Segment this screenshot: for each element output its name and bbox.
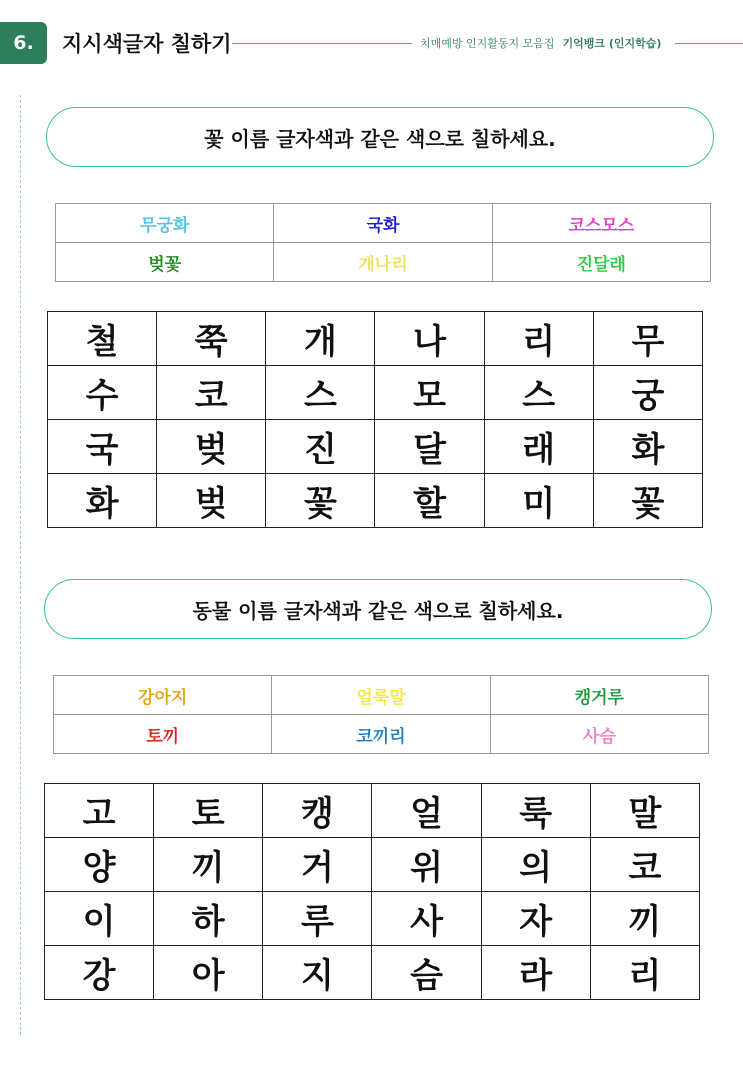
grid-row [48,474,703,528]
letter-cell[interactable]: 할 [375,474,484,528]
letter-cell[interactable]: 라 [481,946,590,1000]
letter-cell[interactable]: 자 [481,892,590,946]
letter-cell[interactable]: 코 [590,838,699,892]
letter-cell[interactable]: 끼 [154,838,263,892]
header-rule-left [232,43,412,44]
legend-item: 개나리 [274,243,492,282]
legend-row [56,204,711,243]
letter-cell[interactable]: 궁 [593,366,702,420]
grid-row [45,892,700,946]
letter-cell[interactable]: 스 [484,366,593,420]
legend-item: 사슴 [490,715,708,754]
letter-cell[interactable]: 달 [375,420,484,474]
letter-cell[interactable]: 슴 [372,946,481,1000]
legend-item: 강아지 [54,676,272,715]
grid-row [48,420,703,474]
letter-cell[interactable]: 얼 [372,784,481,838]
letter-cell[interactable]: 말 [590,784,699,838]
grid-row [48,366,703,420]
letter-cell[interactable]: 고 [45,784,154,838]
letter-cell[interactable]: 미 [484,474,593,528]
book-name: 기억뱅크 (인지학습) [562,37,662,50]
legend-item: 코끼리 [272,715,490,754]
grid-row [45,784,700,838]
letter-cell[interactable]: 리 [484,312,593,366]
letter-cell[interactable]: 지 [263,946,372,1000]
letter-cell[interactable]: 룩 [481,784,590,838]
binding-dotted-line [20,95,21,1035]
legend-item: 진달래 [492,243,710,282]
letter-cell[interactable]: 개 [266,312,375,366]
page-title: 지시색글자 칠하기 [62,32,232,56]
header-rule-right [675,43,743,44]
legend-item: 코스모스 [492,204,710,243]
legend-item: 무궁화 [56,204,274,243]
letter-cell[interactable]: 래 [484,420,593,474]
legend-item: 토끼 [54,715,272,754]
letter-cell[interactable]: 토 [154,784,263,838]
letter-cell[interactable]: 모 [375,366,484,420]
letter-cell[interactable]: 캥 [263,784,372,838]
letter-cell[interactable]: 양 [45,838,154,892]
legend-row [56,243,711,282]
letter-cell[interactable]: 무 [593,312,702,366]
letter-cell[interactable]: 아 [154,946,263,1000]
legend-row [54,676,709,715]
flower-letter-grid [47,311,703,528]
letter-cell[interactable]: 수 [48,366,157,420]
letter-cell[interactable]: 화 [48,474,157,528]
letter-cell[interactable]: 위 [372,838,481,892]
header-subtitle [420,35,661,51]
grid-row [45,838,700,892]
letter-cell[interactable]: 벚 [157,474,266,528]
letter-cell[interactable]: 꽃 [593,474,702,528]
letter-cell[interactable]: 의 [481,838,590,892]
letter-cell[interactable]: 사 [372,892,481,946]
letter-cell[interactable]: 스 [266,366,375,420]
legend-item: 캥거루 [490,676,708,715]
letter-cell[interactable]: 루 [263,892,372,946]
letter-cell[interactable]: 리 [590,946,699,1000]
legend-item: 얼룩말 [272,676,490,715]
animal-letter-grid [44,783,700,1000]
grid-row [48,312,703,366]
section-number-badge: 6. [0,22,47,64]
animal-color-legend [53,675,709,754]
letter-cell[interactable]: 이 [45,892,154,946]
flower-color-legend [55,203,711,282]
letter-cell[interactable]: 벚 [157,420,266,474]
flower-instruction-pill: 꽃 이름 글자색과 같은 색으로 칠하세요. [46,107,714,167]
letter-cell[interactable]: 화 [593,420,702,474]
animal-instruction-pill: 동물 이름 글자색과 같은 색으로 칠하세요. [44,579,712,639]
letter-cell[interactable]: 강 [45,946,154,1000]
letter-cell[interactable]: 꽃 [266,474,375,528]
letter-cell[interactable]: 코 [157,366,266,420]
letter-cell[interactable]: 철 [48,312,157,366]
letter-cell[interactable]: 끼 [590,892,699,946]
letter-cell[interactable]: 거 [263,838,372,892]
series-name: 치매예방 인지활동지 모음집 [420,37,555,50]
letter-cell[interactable]: 국 [48,420,157,474]
letter-cell[interactable]: 진 [266,420,375,474]
letter-cell[interactable]: 하 [154,892,263,946]
legend-item: 벚꽃 [56,243,274,282]
letter-cell[interactable]: 쭉 [157,312,266,366]
letter-cell[interactable]: 나 [375,312,484,366]
grid-row [45,946,700,1000]
legend-item: 국화 [274,204,492,243]
legend-row [54,715,709,754]
